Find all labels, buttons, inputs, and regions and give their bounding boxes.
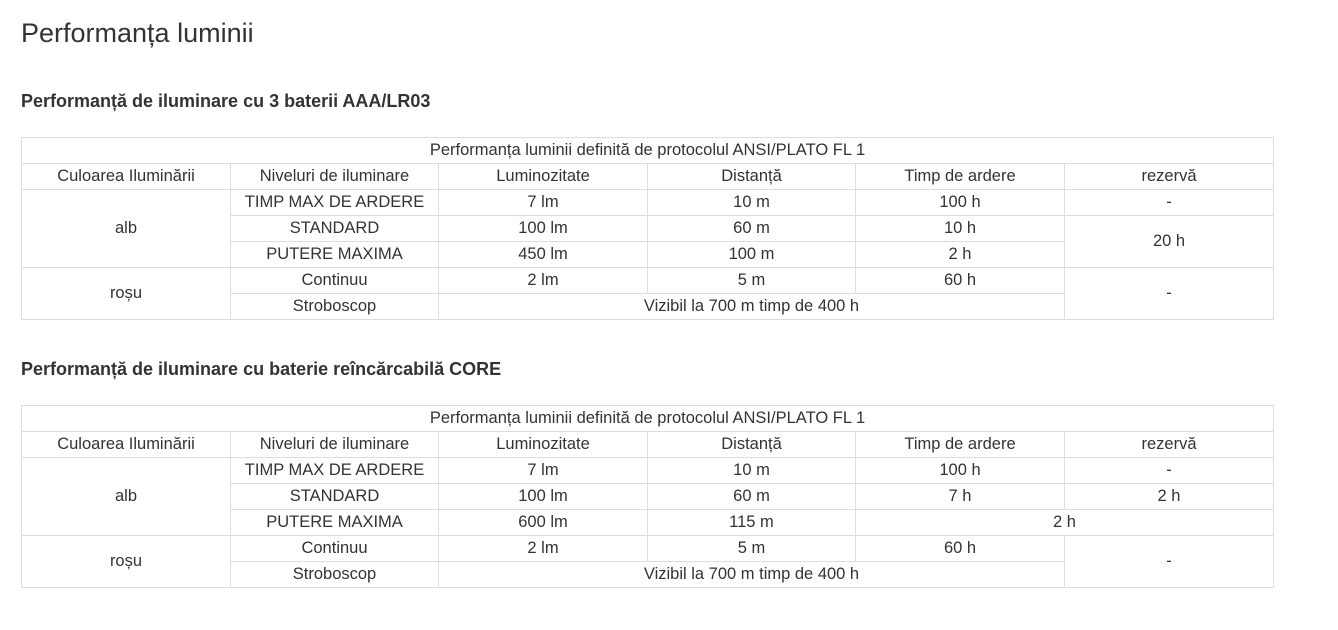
distance-cell: 60 m [648,484,856,510]
burn-time-cell: 2 h [856,242,1065,268]
level-cell: PUTERE MAXIMA [231,510,439,536]
luminosity-cell: 7 lm [439,458,648,484]
merged-visibility-cell: Vizibil la 700 m timp de 400 h [439,294,1065,320]
reserve-cell: 2 h [1065,484,1274,510]
luminosity-cell: 2 lm [439,536,648,562]
burn-time-cell: 60 h [856,268,1065,294]
table-header-row [22,432,1274,458]
color-cell-white: alb [22,190,231,268]
performance-table-aaa [21,137,1274,320]
performance-table-core [21,405,1274,588]
section-title-core: Performanță de iluminare cu baterie reîncărcabilă CORE [21,359,502,379]
burn-time-cell: 100 h [856,190,1065,216]
table-caption: Performanța luminii definită de protocolul ANSI/PLATO FL 1 [22,406,1274,432]
burn-time-cell: 100 h [856,458,1065,484]
table-row [22,458,1274,484]
luminosity-cell: 450 lm [439,242,648,268]
burn-time-cell: 60 h [856,536,1065,562]
header-reserve: rezervă [1065,164,1274,190]
header-distance: Distanță [648,164,856,190]
reserve-cell: - [1065,458,1274,484]
header-color: Culoarea Iluminării [22,164,231,190]
distance-cell: 5 m [648,268,856,294]
table-header-row [22,164,1274,190]
color-cell-red: roșu [22,536,231,588]
header-level: Niveluri de iluminare [231,432,439,458]
burn-time-cell: 7 h [856,484,1065,510]
page-title: Performanța luminii [21,18,254,48]
distance-cell: 10 m [648,190,856,216]
table-caption-row [22,406,1274,432]
reserve-cell: - [1065,268,1274,320]
level-cell: TIMP MAX DE ARDERE [231,190,439,216]
level-cell: TIMP MAX DE ARDERE [231,458,439,484]
table-row [22,268,1274,294]
header-color: Culoarea Iluminării [22,432,231,458]
burn-time-cell: 10 h [856,216,1065,242]
table-caption-row [22,138,1274,164]
reserve-cell: - [1065,536,1274,588]
distance-cell: 100 m [648,242,856,268]
luminosity-cell: 2 lm [439,268,648,294]
color-cell-white: alb [22,458,231,536]
table-caption: Performanța luminii definită de protocolul ANSI/PLATO FL 1 [22,138,1274,164]
level-cell: Continuu [231,536,439,562]
reserve-cell: - [1065,190,1274,216]
header-burn-time: Timp de ardere [856,164,1065,190]
header-luminosity: Luminozitate [439,164,648,190]
reserve-cell: 20 h [1065,216,1274,268]
distance-cell: 60 m [648,216,856,242]
luminosity-cell: 7 lm [439,190,648,216]
level-cell: STANDARD [231,484,439,510]
level-cell: Stroboscop [231,562,439,588]
level-cell: STANDARD [231,216,439,242]
header-luminosity: Luminozitate [439,432,648,458]
header-level: Niveluri de iluminare [231,164,439,190]
table-row [22,536,1274,562]
distance-cell: 115 m [648,510,856,536]
luminosity-cell: 100 lm [439,484,648,510]
merged-visibility-cell: Vizibil la 700 m timp de 400 h [439,562,1065,588]
distance-cell: 10 m [648,458,856,484]
level-cell: Continuu [231,268,439,294]
level-cell: PUTERE MAXIMA [231,242,439,268]
header-reserve: rezervă [1065,432,1274,458]
section-title-aaa: Performanță de iluminare cu 3 baterii AAA/LR03 [21,91,431,111]
luminosity-cell: 100 lm [439,216,648,242]
burn-time-reserve-cell: 2 h [856,510,1274,536]
distance-cell: 5 m [648,536,856,562]
header-burn-time: Timp de ardere [856,432,1065,458]
header-distance: Distanță [648,432,856,458]
table-row [22,190,1274,216]
color-cell-red: roșu [22,268,231,320]
luminosity-cell: 600 lm [439,510,648,536]
level-cell: Stroboscop [231,294,439,320]
